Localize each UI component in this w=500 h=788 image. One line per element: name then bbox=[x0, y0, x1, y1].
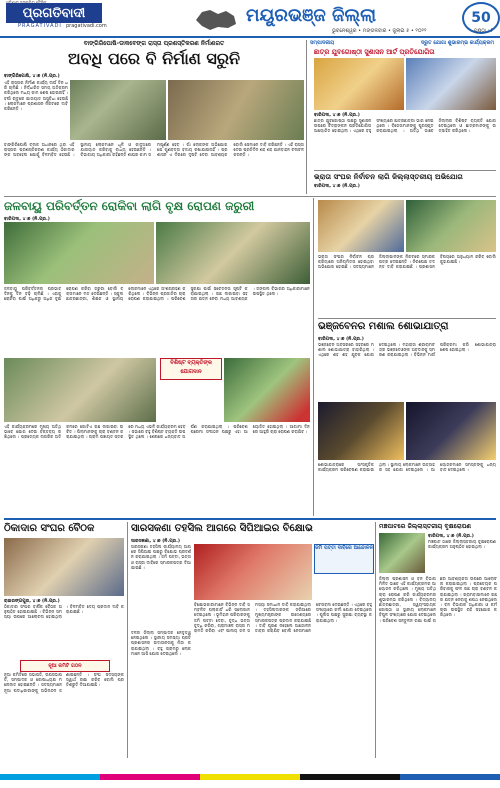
tree-plantation-photo bbox=[4, 222, 154, 284]
mid-right-body: ଭଞ୍ଜବେନ ଅବସରରେ ସହରରେ ମଶାଲ ଶୋଭାଯାତ୍ରା ବାହାରିଥିଲା । ଏଥିରେ ଶହ ଶହ ଯୁବକ ଯୋଗ ଦେଇଥିଲେ । ମହାରାଜା ଶ୍ରୀରାମଚନ୍ଦ୍ର ଭଞ୍ଜଦେଓଙ୍କ ଅବଦାନକୁ ସ୍ମରଣ କରାଯାଇଥିଲା । ବିଭିନ୍ନ ମାର୍ଗ ପରିକ୍ରମା କରି ଶୋଭାଯାତ୍ରା ଶେଷ ହୋଇଥିଲା । bbox=[318, 342, 496, 358]
bottom-right-headline: ମଞ୍ଚପାଟରେ ଜିଲ୍ଲାସ୍ତରୀୟ ବୃକ୍ଷରୋପଣ bbox=[379, 523, 472, 530]
mid-left-body: ଜଳବାୟୁ ପରିବର୍ତ୍ତନର ପ୍ରଭାବ ଦିନକୁ ଦିନ ବଢ଼ି ଚାଲିଛି । ଏହାକୁ ରୋକିବା ପାଇଁ ଅଧିକରୁ ଅଧିକ ବୃକ୍ଷ ରୋପଣ କରିବା ଜରୁରୀ ବୋଲି ବକ୍ତାମାନେ ମତ ଦେଇଛନ୍ତି । ସ୍କୁଲ ଛାତ୍ରଛାତ୍ରୀ, ଶିକ୍ଷକ ଓ ସ୍ଥାନୀୟ ଲୋକମାନେ ଏଥିରେ ଅଂଶଗ୍ରହଣ କରିଥିଲେ । ବିଭିନ୍ନ ପ୍ରଜାତିର ଚାରା ରୋପଣ କରାଯାଇଥିଲା । ପରିବେଶ ସୁରକ୍ଷା ପାଇଁ ସଚେତନତା ସୃଷ୍ଟି କରାଯାଇଥିଲା । ଗଛ ଲଗାଇବା ସହ ତାର ଯତ୍ନ ନେବା ମଧ୍ୟ ଆବଶ୍ୟକ । ଜଙ୍ଗଲ ବିଭାଗର ଅଧିକାରୀମାନେ ଉପସ୍ଥିତ ଥିଲେ । bbox=[4, 286, 310, 302]
tree-plantation-photo-2 bbox=[156, 222, 310, 284]
mid-left-headline: ଜଳବାୟୁ ପରିବର୍ତ୍ତନ ରୋକିବା ଲାଗି ବୃକ୍ଷ ରୋପଣ ଜରୁରୀ bbox=[4, 199, 255, 213]
group-photo bbox=[406, 200, 496, 252]
logo-latin: PRAGATIVADI bbox=[18, 23, 62, 29]
column-rule-3 bbox=[127, 522, 128, 758]
district-map-icon bbox=[192, 6, 240, 32]
planting-photo-2 bbox=[224, 358, 310, 422]
newspaper-logo[interactable]: ପ୍ରଗତିବାଦୀ bbox=[6, 3, 102, 23]
story-headline: ଅବଧି ପରେ ବି ନିର୍ମାଣ ସରୁନି bbox=[68, 49, 240, 68]
masthead bbox=[0, 0, 500, 38]
right-mid-headline: ଭ୍ରାତା ସଂଘର ନିର୍ବାଚନ ଲାଗି ଜିଲ୍ଲାସ୍ତରୀୟ ଅଭିଯୋଗ bbox=[314, 172, 463, 181]
section-divider bbox=[4, 196, 496, 197]
mid-left-body-2: ଏହି କାର୍ଯ୍ୟକ୍ରମରେ ମୁଖ୍ୟ ଅତିଥି ଭାବେ ଯୋଗ ଦେଇ ବକ୍ତବ୍ୟ ରଖିଥିଲେ । ପ୍ରତ୍ୟେକ ନାଗରିକ ଅତି କମରେ ଗୋଟିଏ ଗଛ ଲଗାଇବା ଉଚିତ । ପିଲାମାନଙ୍କୁ ଚାରା ବଣ୍ଟନ କରାଯାଇଥିଲା । ଗ୍ରାମ ପଞ୍ଚାୟତ ସ୍ତରରେ ମଧ୍ୟ ଏଭଳି କାର୍ଯ୍ୟକ୍ରମ ହେବ । ସଭାରେ ବହୁ ବିଶିଷ୍ଟ ବ୍ୟକ୍ତି ଉପସ୍ଥିତ ଥିଲେ । ଶେଷରେ ଧନ୍ୟବାଦ ଅର୍ପଣ କରାଯାଇଥିଲା । ପରିବେଶ ପ୍ରେମୀ ସଂଗଠନ ପକ୍ଷରୁ ଏହା ଆୟୋଜିତ ହୋଇଥିଲା । ଆଗାମୀ ଦିନରେ ଆହୁରି ଚାରା ରୋପଣ କରାଯିବ । bbox=[4, 424, 310, 440]
meeting-photo bbox=[318, 200, 404, 252]
bottom-left-byline: ରାଇରଙ୍ଗପୁର, ୪।୭ (ନି.ପ୍ର.) bbox=[4, 599, 60, 604]
mid-right-byline: ବାରିପଦା, ୪।୭ (ନି.ପ୍ର.) bbox=[318, 337, 364, 342]
planting-photo bbox=[4, 358, 156, 422]
story-road-construction bbox=[4, 40, 304, 69]
page-number: ପୃଷ୍ଠା : ୮ bbox=[474, 28, 494, 34]
bottom-right-body: ଜିଲ୍ଲା ପ୍ରଶାସନ ଓ ବନ ବିଭାଗ ମିଳିତ ଭାବେ ଏହି କାର୍ଯ୍ୟକ୍ରମର ଆୟୋଜନ କରିଥିଲେ । ମୁଖ୍ୟ ଅତିଥି ଚାରା ରୋପଣ କରି କାର୍ଯ୍ୟକ୍ରମର ଶୁଭାରମ୍ଭ କରିଥିଲେ । ବିଦ୍ୟାଳୟ ଛାତ୍ରଛାତ୍ରୀ, ସ୍ୱୟଂସହାୟକ ଗୋଷ୍ଠୀ ଓ ସ୍ଥାନୀୟ ଲୋକମାନେ ବିପୁଳ ସଂଖ୍ୟାରେ ଯୋଗ ଦେଇଥିଲେ । ପରିବେଶ ସନ୍ତୁଳନ ରକ୍ଷା ପାଇଁ ଗଛର ଆବଶ୍ୟକତା ଉପରେ ଆଲୋଚନା କରାଯାଇଥିଲା । ପ୍ରତ୍ୟେକ ପରିବାରକୁ ଫଳ ଗଛ ଚାରା ବଣ୍ଟନ କରାଯାଇଥିଲା । ଗ୍ରାମବାସୀମାନେ ଗଛର ଯତ୍ନ ନେବାକୁ ଶପଥ ନେଇଥିଲେ । ବନ ବିଭାଗର ଅଧିକାରୀ ଓ କର୍ମଚାରୀ ଉପସ୍ଥିତ ରହି ସହଯୋଗ କରିଥିଲେ । bbox=[379, 576, 497, 623]
bottom-center-body-col: ସାରସକଣା ତହସିଲ କାର୍ଯ୍ୟାଳୟ ଆଗରେ ସିପିଆଇ ପକ୍ଷରୁ ବିକ୍ଷୋଭ ପ୍ରଦର୍ଶନ କରାଯାଇଥିଲା । ଜମି ପଟ୍ଟା, ଭତ୍ତା ଓ ରାସ୍ତା ଦାବିରେ ସ୍ମାରକପତ୍ର ଦିଆଯାଇଛି । bbox=[131, 544, 191, 570]
right-body: ଛାତ୍ର ଯୁବଗୋଷ୍ଠୀ ପକ୍ଷରୁ ସୁଶାସନ ଉପରେ ଚିତ୍ରାଙ୍କନ ପ୍ରତିଯୋଗିତା ଆୟୋଜିତ ହୋଇଥିଲା । ଏଥିରେ ବହୁ ସଂଖ୍ୟାରେ ଛାତ୍ରଛାତ୍ରୀ ଭାଗ ନେଇଥିଲେ । ବିଜେତାମାନଙ୍କୁ ପୁରସ୍କୃତ କରାଯାଇଥିଲା । ଅତିଥି ଭାବେ ଜିଲ୍ଲାର ବିଶିଷ୍ଟ ବ୍ୟକ୍ତି ଯୋଗ ଦେଇଥିଲେ ଓ ଛାତ୍ରମାନଙ୍କୁ ଉତ୍ସାହିତ କରିଥିଲେ । bbox=[314, 118, 496, 134]
right-mid-byline: ବାରିପଦା, ୪।୭ (ନି.ପ୍ର.) bbox=[314, 184, 360, 189]
contractor-meeting-photo bbox=[4, 538, 124, 596]
right-kicker: ଦ୍ରୁତ ଯୋଗା ଶୁଭାରମ୍ଭ କାର୍ଯ୍ୟକ୍ରମ bbox=[420, 40, 494, 46]
event-photo-2 bbox=[406, 58, 496, 110]
edition-title: ମୟୂରଭଞ୍ଜ ଜିଲ୍ଲା bbox=[246, 5, 377, 26]
bottom-left-headline: ଠିକାଦାର ସଂଘର ବୈଠକ bbox=[4, 523, 95, 534]
bottom-center-byline: ସାରସକଣା, ୪।୭ (ନି.ପ୍ର.) bbox=[131, 539, 180, 544]
mid-right-headline: ଭଞ୍ଜବେନର ମଶାଲ ଶୋଭାଯାତ୍ରା bbox=[318, 321, 449, 332]
column-rule-4 bbox=[375, 522, 376, 758]
right-headline: ଛାତ୍ର ଯୁବଗୋଷ୍ଠୀ ସୁଶାସନ ଆର୍ଟ ପ୍ରତିଯୋଗିତା bbox=[314, 48, 435, 56]
section-label: ସମ୍ପାଦକୀୟ bbox=[310, 40, 335, 46]
torch-rally-photo-2 bbox=[406, 402, 496, 460]
story-body-col1: ଏହି ରାସ୍ତାର ନିର୍ମାଣ କାର୍ଯ୍ୟ ଦୀର୍ଘ ଦିନ ଧରି ଚାଲିଛି । ନିର୍ଦ୍ଧାରିତ ସମୟ ଅତିକ୍ରମ କରିଥିଲେ ମଧ୍ୟ କାମ ଶେଷ ହୋଇନାହିଁ । ବର୍ଷା ଋତୁରେ ଯାତାୟାତ ଅସୁବିଧା ହେଉଛି । ଲୋକମାନେ ପ୍ରଶାସନ ନିକଟରେ ଦାବି କରିଛନ୍ତି । bbox=[4, 80, 68, 112]
bottom-divider bbox=[4, 518, 496, 520]
story-byline: ବାଙ୍ଗିରିପୋଷି, ୪।୭ (ନି.ପ୍ର.) bbox=[4, 74, 60, 79]
info-box: ଜମି ପଟ୍ଟା ଦାବିରେ ଆନ୍ଦୋଳନ bbox=[314, 544, 374, 574]
mid-right-body-2: ଶୋଭାଯାତ୍ରାରେ ସାଂସ୍କୃତିକ କାର୍ଯ୍ୟକ୍ରମ ପରିବେଷଣ କରାଯାଇଥିଲା । ସ୍ଥାନୀୟ ଲୋକମାନେ ଉତ୍ସାହର ସହ ଯୋଗ ଦେଇଥିଲେ । ଆୟୋଜକମାନେ ସମସ୍ତଙ୍କୁ ଧନ୍ୟବାଦ ଦେଇଥିଲେ । bbox=[318, 462, 496, 473]
highlight-box: ବିଶିଷ୍ଟ ବ୍ୟକ୍ତିଙ୍କ ଯୋଗଦାନ bbox=[160, 358, 222, 380]
bottom-right-body-top: ମଞ୍ଚପାଟ ଠାରେ ଜିଲ୍ଲାସ୍ତରୀୟ ବୃକ୍ଷରୋପଣ କାର୍ଯ୍ୟକ୍ରମ ଅନୁଷ୍ଠିତ ହୋଇଥିଲା । bbox=[428, 539, 496, 550]
website[interactable]: pragativadi.com bbox=[66, 23, 107, 29]
road-photo bbox=[70, 80, 166, 140]
event-photo bbox=[314, 58, 404, 110]
bottom-left-body-2: ନୂଆ କମିଟିରେ ସଭାପତି, ଉପସଭାପତି, ସମ୍ପାଦକ ଓ କୋଷାଧ୍ୟକ୍ଷ ମନୋନୀତ ହୋଇଛନ୍ତି । ସଦସ୍ୟମାନେ ନୂଆ ପଦାଧିକାରୀଙ୍କୁ ଅଭିନନ୍ଦନ ଜଣାଇଛନ୍ତି । ସଂଘ ସଦସ୍ୟଙ୍କ ସ୍ୱାର୍ଥ ରକ୍ଷା କରିବ ବୋଲି ପ୍ରତିଶ୍ରୁତି ଦିଆଯାଇଛି । bbox=[4, 672, 124, 693]
column-rule-2 bbox=[313, 198, 314, 516]
divider bbox=[314, 170, 496, 171]
story-body: ବାଙ୍ଗିରିପୋଷି ବ୍ଲକ ଅଧୀନରେ ଥିବା ଏହି ରାସ୍ତାର ପ୍ରଶସ୍ତିକରଣ କାର୍ଯ୍ୟ ଠିକାଦାରଙ୍କ ଅବହେଳା ଯୋଗୁଁ ବିଳମ୍ବିତ ହେଉଛି । ସ୍ଥାନୀୟ ଲୋକମାନେ ଧୂଳି ଓ କାଦୁଅରେ ଯାତାୟାତ କରିବାକୁ ବାଧ୍ୟ ହେଉଛନ୍ତି । ବିଭାଗୀୟ ଅଧିକାରୀ କହିଛନ୍ତି ଶୀଘ୍ର କାମ ସମ୍ପୂର୍ଣ୍ଣ ହେବ । ଗାଁ ଲୋକଙ୍କ ଅଭିଯୋଗ ଯେ ଗୁଣବତ୍ତା ବଜାୟ ରଖାଯାଉନାହିଁ । ପ୍ରଶାସନ ଏ ଦିଗରେ ଦୃଷ୍ଟି ଦେବା ଆବଶ୍ୟକ ବୋଲି ସେମାନେ ଦାବି କରିଛନ୍ତି । ଏହି ରାସ୍ତା ଦେଇ ପ୍ରତିଦିନ ଶହ ଶହ ଯାନବାହନ ଚଳାଚଳ କରନ୍ତି । bbox=[4, 142, 304, 158]
story-kicker: ବାଙ୍ଗିରିପୋଷି-ଡାକବେଙ୍ଗ ରାସ୍ତା ପ୍ରଶସ୍ତିକରଣ ନିର୍ମାଣରତ bbox=[83, 40, 225, 47]
bottom-center-body-col2: ଦଳର ଜିଲ୍ଲା ସମ୍ପାଦକ ନେତୃତ୍ୱ ନେଇଥିଲେ । ସ୍ଥାନୀୟ ସମସ୍ୟା ପ୍ରତି ପ୍ରଶାସନର ଉଦାସୀନତାକୁ ନିନ୍ଦା କରାଯାଇଥିଲା । ବହୁ ଗ୍ରାମରୁ ଲୋକମାନେ ଆସି ଯୋଗ ଦେଇଥିଲେ । bbox=[131, 630, 191, 656]
bottom-center-headline: ସାରସକଣା ତହସିଲ ଆଗରେ ସିପିଆଇର ବିକ୍ଷୋଭ bbox=[131, 523, 313, 534]
dateline: ଭୁବନେଶ୍ୱର • ମଙ୍ଗଳବାର • ଜୁଲାଇ ୫ • ୨୦୨୨ bbox=[332, 28, 427, 34]
print-color-strip bbox=[0, 774, 500, 780]
bottom-left-body: ଠିକାଦାର ସଂଘର ବାର୍ଷିକ ବୈଠକ ଅନୁଷ୍ଠିତ ହୋଇଯାଇଛି । ବିଭିନ୍ନ ସମସ୍ୟା ଉପରେ ଆଲୋଚନା ହୋଇଥିଲା । ବିଳମ୍ବିତ ଦେୟ ପ୍ରଦାନ ଦାବି କରାଯାଇଛି । bbox=[4, 604, 124, 620]
mid-left-byline: ବାରିପଦା, ୪।୭ (ନି.ପ୍ର.) bbox=[4, 217, 50, 222]
right-byline: ବାରିପଦା, ୪।୭ (ନି.ପ୍ର.) bbox=[314, 113, 360, 118]
sapling-photo bbox=[379, 533, 425, 573]
torch-rally-photo bbox=[318, 402, 404, 460]
road-photo-2 bbox=[168, 80, 304, 140]
bottom-right-byline: ବାରିପଦା, ୪।୭ (ନି.ପ୍ର.) bbox=[428, 534, 474, 539]
anniversary-badge: 50 bbox=[462, 2, 500, 34]
divider-2 bbox=[318, 318, 496, 319]
bottom-center-body: ବିକ୍ଷୋଭକାରୀମାନେ ବିଭିନ୍ନ ଦାବି ସମ୍ବଳିତ ପ୍ଲାକାର୍ଡ ଧରି ସ୍ଲୋଗାନ ଦେଇଥିଲେ । ଭୂମିହୀନ ପରିବାରଙ୍କୁ ଜମି ପଟ୍ଟା ଦେବା, ବୃଦ୍ଧ ଭତ୍ତା ବୃଦ୍ଧି କରିବା, ଗ୍ରାମାଞ୍ଚଳ ରାସ୍ତା ମରାମତି କରିବା ଏବଂ ପାନୀୟ ଜଳ ସମସ୍ୟା ସମାଧାନ ଦାବି କରାଯାଇଥିଲା । ତହସିଲଦାରଙ୍କ ଜରିଆରେ ମୁଖ୍ୟମନ୍ତ୍ରୀଙ୍କ ଉଦ୍ଦେଶ୍ୟରେ ସ୍ମାରକପତ୍ର ପ୍ରଦାନ କରାଯାଇଛି । ଦାବି ପୂରଣ ନହେଲେ ଆନ୍ଦୋଳନ ତୀବ୍ର କରାଯିବ ବୋଲି ନେତାମାନେ ଚେତାବନୀ ଦେଇଛନ୍ତି । ଏଥିରେ ବହୁ ସଂଖ୍ୟାରେ କର୍ମୀ ଯୋଗ ଦେଇଥିଲେ । ପୁଲିସ ପକ୍ଷରୁ ସୁରକ୍ଷା ବ୍ୟବସ୍ଥା କରାଯାଇଥିଲା । bbox=[194, 602, 372, 634]
protest-photo bbox=[194, 544, 312, 600]
column-rule bbox=[306, 40, 307, 194]
subhead-box: ନୂଆ କମିଟି ଗଠନ bbox=[20, 660, 110, 672]
mid-right-body-top: ଭ୍ରାତା ସଂଘର ନିର୍ବାଚନ ପ୍ରକ୍ରିୟାରେ ଅନିୟମିତତା ହୋଇଥିବା ଅଭିଯୋଗ ହୋଇଛି । ସଦସ୍ୟମାନେ ଜିଲ୍ଲାପାଳଙ୍କ ନିକଟରେ ସ୍ମାରକପତ୍ର ଦେଇଛନ୍ତି । ନିରପେକ୍ଷ ତଦନ୍ତ ଦାବି କରାଯାଇଛି । ପ୍ରଶାସନ ବିଷୟରେ ଅନୁଧ୍ୟାନ କରିବ ବୋଲି କୁହାଯାଇଛି । bbox=[318, 254, 496, 270]
